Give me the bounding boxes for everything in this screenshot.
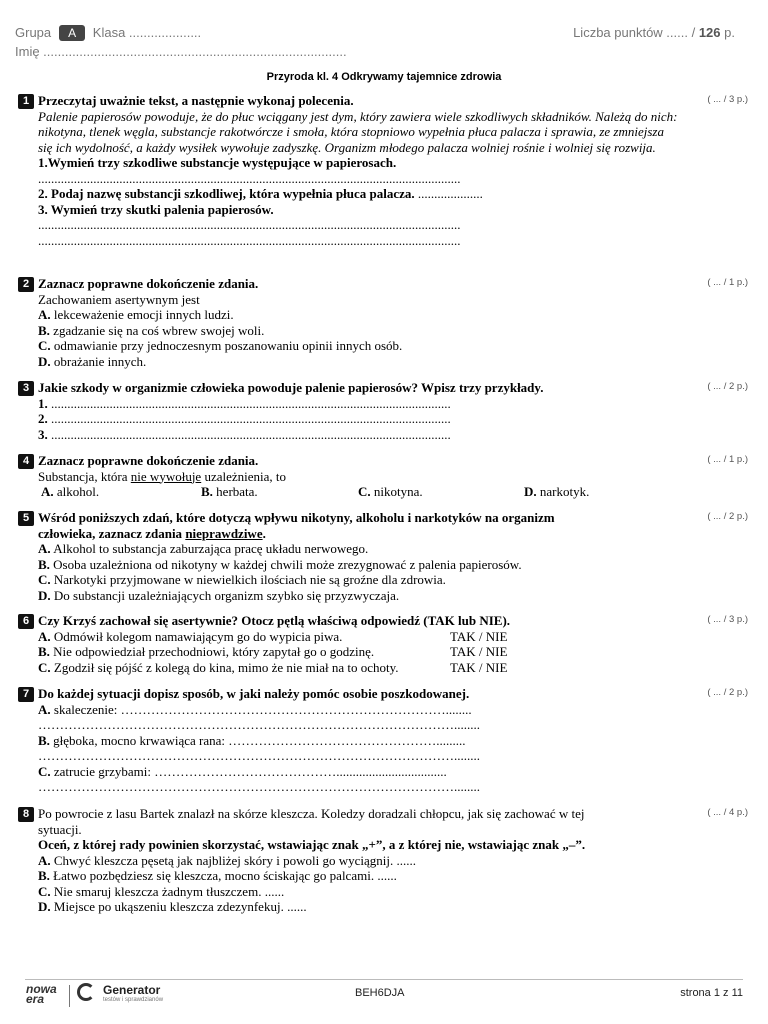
answer-line[interactable]: 1. ........................................................................................................................... — [38, 395, 451, 411]
tak-nie-choice[interactable]: TAK / NIE — [450, 644, 508, 659]
option-a[interactable]: A. alkohol. — [41, 484, 100, 499]
footer-divider — [25, 979, 743, 980]
group-badge: A — [59, 25, 85, 41]
subtask-3: 3. Wymień trzy skutki palenia papierosów. — [38, 201, 274, 217]
task-points: ( ... / 4 p.) — [707, 807, 748, 818]
answer-line[interactable]: .................................................................................................................................. — [38, 232, 461, 248]
task-points: ( ... / 1 p.) — [707, 454, 748, 465]
generator-logo-subtitle: testów i sprawdzianów — [103, 997, 164, 1003]
task-number-badge: 4 — [18, 454, 34, 469]
option-d[interactable]: D. narkotyk. — [524, 484, 590, 499]
statement-a: A. Odmówił kolegom namawiającym go do wypicia piwa. TAK / NIE — [38, 629, 748, 645]
statement-c: C. Zgodził się pójść z kolegą do kina, mimo że nie miał na to ochoty. TAK / NIE — [38, 660, 748, 676]
task-points: ( ... / 2 p.) — [707, 687, 748, 698]
task-question: Przeczytaj uważnie tekst, a następnie wykonaj polecenia. — [38, 93, 354, 108]
answer-line[interactable]: ……………………………………………………………………………………........ — [38, 779, 480, 794]
task-2 — [18, 276, 748, 369]
tak-nie-choice[interactable]: TAK / NIE — [450, 628, 508, 644]
task-number-badge: 6 — [18, 614, 34, 629]
option-d[interactable]: D. obrażanie innych. — [38, 353, 147, 369]
situation-c[interactable]: C. zatrucie grzybami: …………………………………….................................. — [38, 763, 447, 779]
task-question: Do każdej sytuacji dopisz sposób, w jaki należy pomóc osobie poszkodowanej. — [38, 686, 470, 701]
task-points: ( ... / 3 p.) — [707, 614, 748, 625]
statement-b: B. Nie odpowiedział przechodniowi, który zapytał go o godzinę. TAK / NIE — [38, 644, 748, 660]
generator-g-icon — [77, 983, 95, 1001]
advice-d[interactable]: D. Miejsce po ukąszeniu kleszcza zdezynfekuj. ...... — [38, 899, 307, 914]
advice-a[interactable]: A. Chwyć kleszcza pęsetą jak najbliżej skóry i powoli go wyciągnij. ...... — [38, 852, 416, 868]
situation-b[interactable]: B. głęboka, mocno krwawiąca rana: …………………………………………......... — [38, 732, 466, 748]
answer-line[interactable]: 3. ........................................................................................................................... — [38, 426, 451, 442]
task-question: Wśród poniższych zdań, które dotyczą wpływu nikotyny, alkoholu i narkotyków na organizm — [38, 510, 555, 525]
option-d[interactable]: D. Do substancji uzależniających organizm szybko się przyzwyczaja. — [38, 587, 400, 603]
task-4 — [18, 453, 748, 500]
task-points: ( ... / 3 p.) — [707, 94, 748, 105]
sentence-stem: Zachowaniem asertywnym jest — [38, 291, 200, 307]
group-field — [15, 25, 201, 41]
advice-c[interactable]: C. Nie smaruj kleszcza żadnym tłuszczem. ...... — [38, 883, 285, 899]
task-number-badge: 8 — [18, 807, 34, 822]
task-6 — [18, 613, 748, 675]
option-c[interactable]: C. odmawianie przy jednoczesnym poszanowaniu opinii innych osób. — [38, 338, 403, 353]
task-question: Jakie szkody w organizmie człowieka powoduje palenie papierosów? Wpisz trzy przykłady. — [38, 380, 544, 395]
option-b[interactable]: B. Osoba uzależniona od nikotyny w każdej chwili może zrezygnować z palenia papierosów. — [38, 556, 522, 572]
reading-text: Palenie papierosów powoduje, że do płuc wciągany jest dym, który zawiera wiele szkodliwych składników. Należą do nich: nikotyna, tlenek węgla, substancje rakotwórcze i smoła, która stopniowo wypełnia płuca palacza i sprawia, ze zmniejsza się ich wydolność, a każdy wysiłek wywołuje zadyszkę. Organizm młodego palacza wolniej rośnie i wolniej się rozwija. — [38, 108, 678, 155]
task-number-badge: 7 — [18, 687, 34, 702]
points-max: 126 — [698, 25, 721, 40]
task-points: ( ... / 2 p.) — [707, 511, 748, 522]
task-points: ( ... / 1 p.) — [707, 277, 748, 288]
task-question: Czy Krzyś zachował się asertywnie? Otocz pętlą właściwą odpowiedź (TAK lub NIE). — [38, 613, 511, 628]
logo-divider — [69, 985, 70, 1007]
task-5 — [18, 510, 748, 603]
task-number-badge: 3 — [18, 381, 34, 396]
answer-line[interactable]: .................... — [417, 186, 483, 201]
task-intro: Po powrocie z lasu Bartek znalazł na skórze kleszcza. Koledzy doradzali chłopcu, jak się zachować w tej — [38, 806, 585, 821]
sentence-stem: Substancja, która nie wywołuje uzależnienia, to — [38, 468, 287, 484]
task-intro-cont: sytuacji. — [38, 821, 82, 837]
answer-line[interactable]: .................................................................................................................................. — [38, 170, 461, 186]
points-unit: p. — [724, 25, 735, 40]
generator-logo-text: Generator — [103, 983, 161, 997]
advice-b[interactable]: B. Łatwo pozbędziesz się kleszcza, mocno ściskając go palcami. ...... — [38, 868, 397, 883]
option-b[interactable]: B. herbata. — [201, 484, 258, 499]
subtask-2: 2. Podaj nazwę substancji szkodliwej, która wypełnia płuca palacza. — [38, 186, 415, 201]
option-c[interactable]: C. nikotyna. — [358, 484, 423, 499]
task-question: Zaznacz poprawne dokończenie zdania. — [38, 276, 259, 291]
option-a[interactable]: A. lekceważenie emocji innych ludzi. — [38, 307, 234, 322]
option-c[interactable]: C. Narkotyki przyjmowane w niewielkich ilościach nie są groźne dla zdrowia. — [38, 572, 446, 587]
task-7 — [18, 686, 748, 795]
tak-nie-choice[interactable]: TAK / NIE — [450, 659, 508, 675]
answer-line[interactable]: .................................................................................................................................. — [38, 217, 461, 232]
task-number-badge: 1 — [18, 94, 34, 109]
task-question-cont: człowieka, zaznacz zdania nieprawdziwe. — [38, 525, 266, 541]
page-number: strona 1 z 11 — [680, 987, 743, 999]
task-3 — [18, 380, 748, 442]
nowa-era-logo: nowa era — [26, 982, 57, 1006]
class-field: Klasa .................... — [92, 25, 202, 40]
subtask-1: 1.Wymień trzy szkodliwe substancje występujące w papierosach. — [38, 155, 397, 170]
task-question: Zaznacz poprawne dokończenie zdania. — [38, 453, 259, 468]
task-number-badge: 2 — [18, 277, 34, 292]
task-points: ( ... / 2 p.) — [707, 381, 748, 392]
page-title: Przyroda kl. 4 Odkrywamy tajemnice zdrowia — [266, 71, 502, 83]
task-number-badge: 5 — [18, 511, 34, 526]
answer-line[interactable]: 2. ........................................................................................................................... — [38, 411, 451, 426]
answer-line[interactable]: ……………………………………………………………………………………........ — [38, 717, 480, 732]
points-label: Liczba punktów ...... / — [573, 25, 696, 40]
task-8 — [18, 806, 748, 915]
name-field: Imię .................................................................................... — [15, 44, 347, 59]
test-code: BEH6DJA — [355, 987, 405, 999]
task-1 — [18, 93, 748, 248]
points-total — [573, 25, 735, 40]
option-b[interactable]: B. zgadzanie się na coś wbrew swojej woli. — [38, 322, 265, 338]
option-a[interactable]: A. Alkohol to substancja zaburzająca pracę układu nerwowego. — [38, 541, 369, 556]
answer-line[interactable]: ……………………………………………………………………………………........ — [38, 748, 480, 763]
group-label: Grupa — [15, 25, 52, 40]
task-question: Oceń, z której rady powinien skorzystać, wstawiając znak „+”, a z której nie, wstawiając znak „–”. — [38, 837, 586, 852]
situation-a[interactable]: A. skaleczenie: …………………………………………………………………........ — [38, 701, 472, 717]
